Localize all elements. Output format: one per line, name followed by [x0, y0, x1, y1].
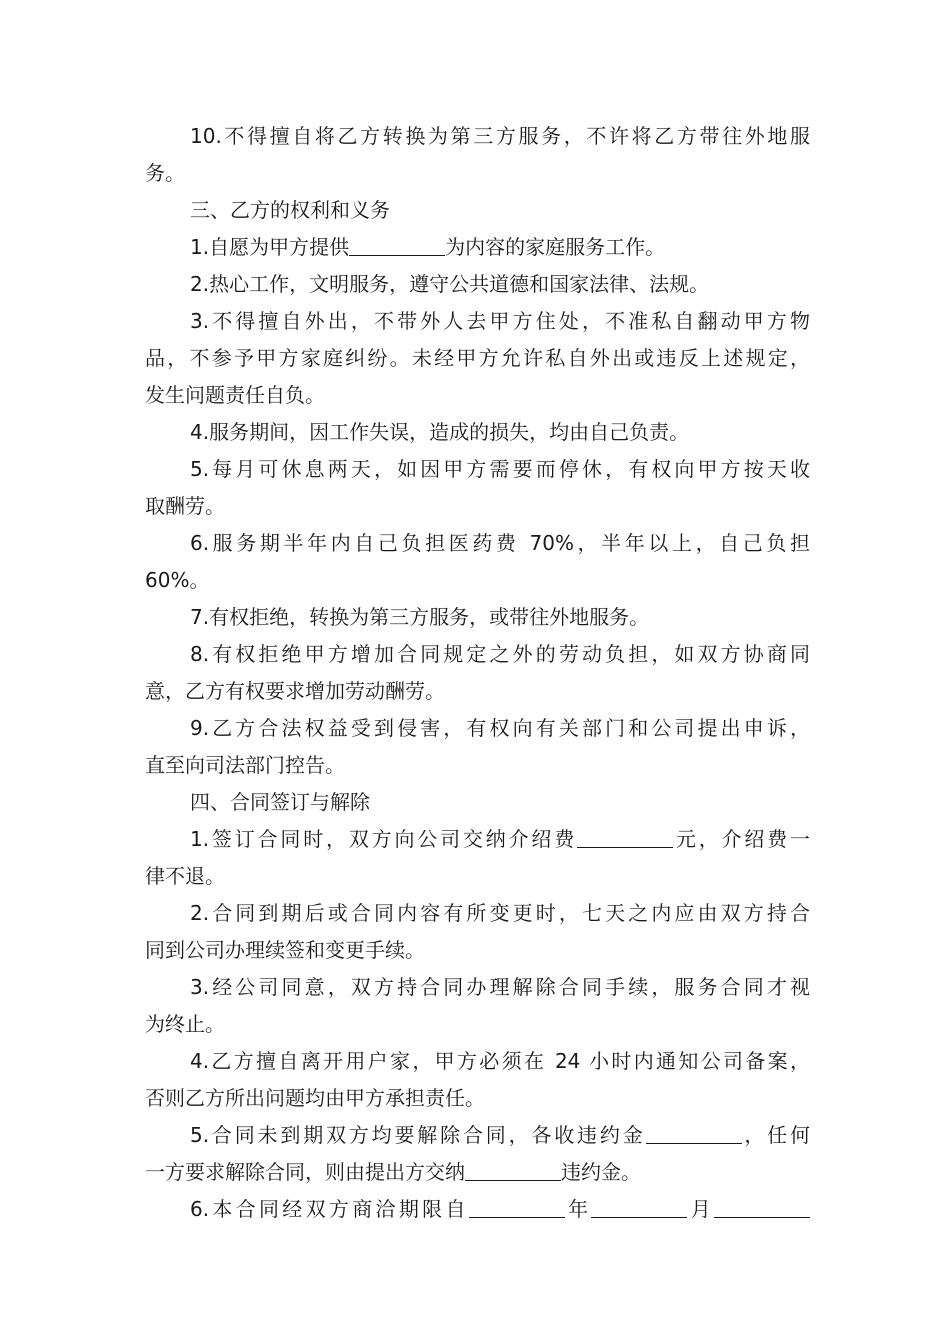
- line-text: 意，乙方有权要求增加劳动酬劳。: [145, 679, 445, 703]
- document-line: [145, 229, 810, 266]
- document-line: [145, 192, 810, 229]
- fill-in-blank: [349, 233, 445, 256]
- line-text: 为内容的家庭服务工作。: [445, 235, 666, 259]
- document-line: [145, 1154, 810, 1191]
- line-text: 违约金。: [561, 1160, 641, 1184]
- line-text: 务。: [145, 161, 185, 185]
- line-text: 2.合同到期后或合同内容有所变更时，七天之内应由双方持合: [190, 901, 810, 925]
- line-text: 直至向司法部门控告。: [145, 753, 345, 777]
- line-text: 4.乙方擅自离开用户家，甲方必须在 24 小时内通知公司备案，: [190, 1049, 810, 1073]
- line-text: 1.签订合同时，双方向公司交纳介绍费: [190, 827, 578, 851]
- line-text: 6.本合同经双方商洽期限自: [190, 1197, 469, 1221]
- line-text: 一方要求解除合同，则由提出方交纳: [145, 1160, 465, 1184]
- fill-in-blank: [714, 1195, 810, 1218]
- document-line: [145, 525, 810, 562]
- line-text: 律不退。: [145, 864, 225, 888]
- line-text: 60%。: [145, 568, 210, 592]
- line-text: 三、乙方的权利和义务: [190, 198, 390, 222]
- line-text: 四、合同签订与解除: [190, 790, 370, 814]
- document-line: [145, 303, 810, 340]
- fill-in-blank: [591, 1195, 687, 1218]
- fill-in-blank: [577, 825, 673, 848]
- document-line: [145, 858, 810, 895]
- document-line: [145, 636, 810, 673]
- document-line: [145, 673, 810, 710]
- line-text: 8.有权拒绝甲方增加合同规定之外的劳动负担，如双方协商同: [190, 642, 810, 666]
- document-line: [145, 377, 810, 414]
- document-line: [145, 599, 810, 636]
- line-text: 同到公司办理续签和变更手续。: [145, 938, 425, 962]
- line-text: 品，不参予甲方家庭纠纷。未经甲方允许私自外出或违反上述规定，: [145, 346, 810, 370]
- document-line: [145, 784, 810, 821]
- line-text: 年: [564, 1197, 592, 1221]
- document-line: [145, 414, 810, 451]
- line-text: 4.服务期间，因工作失误，造成的损失，均由自己负责。: [190, 420, 690, 444]
- line-text: 5.合同未到期双方均要解除合同，各收违约金: [190, 1123, 646, 1147]
- document-line: [145, 1080, 810, 1117]
- document-line: [145, 895, 810, 932]
- line-text: 10.不得擅自将乙方转换为第三方服务，不许将乙方带往外地服: [190, 124, 810, 148]
- document-line: [145, 821, 810, 858]
- line-text: 1.自愿为甲方提供: [190, 235, 350, 259]
- line-text: 取酬劳。: [145, 494, 225, 518]
- document-line: [145, 266, 810, 303]
- line-text: 6.服务期半年内自己负担医药费 70%，半年以上，自己负担: [190, 531, 810, 555]
- line-text: 5.每月可休息两天，如因甲方需要而停休，有权向甲方按天收: [190, 457, 810, 481]
- document-line: [145, 1006, 810, 1043]
- document-line: [145, 932, 810, 969]
- document-line: [145, 969, 810, 1006]
- document-line: [145, 488, 810, 525]
- line-text: 2.热心工作，文明服务，遵守公共道德和国家法律、法规。: [190, 272, 710, 296]
- line-text: ，任何: [741, 1123, 810, 1147]
- line-text: 否则乙方所出问题均由甲方承担责任。: [145, 1086, 485, 1110]
- document-line: [145, 1191, 810, 1228]
- line-text: 为终止。: [145, 1012, 225, 1036]
- document-line: [145, 1043, 810, 1080]
- document-body: [145, 118, 810, 1228]
- line-text: 月: [687, 1197, 715, 1221]
- document-line: [145, 118, 810, 155]
- document-line: [145, 747, 810, 784]
- document-line: [145, 1117, 810, 1154]
- line-text: 3.不得擅自外出，不带外人去甲方住处，不准私自翻动甲方物: [190, 309, 810, 333]
- fill-in-blank: [465, 1158, 561, 1181]
- line-text: 7.有权拒绝，转换为第三方服务，或带往外地服务。: [190, 605, 650, 629]
- fill-in-blank: [646, 1121, 742, 1144]
- fill-in-blank: [469, 1195, 565, 1218]
- document-line: [145, 562, 810, 599]
- document-line: [145, 340, 810, 377]
- line-text: 元，介绍费一: [673, 827, 810, 851]
- line-text: 发生问题责任自负。: [145, 383, 325, 407]
- document-line: [145, 155, 810, 192]
- line-text: 3.经公司同意，双方持合同办理解除合同手续，服务合同才视: [190, 975, 810, 999]
- document-line: [145, 710, 810, 747]
- document-line: [145, 451, 810, 488]
- line-text: 9.乙方合法权益受到侵害，有权向有关部门和公司提出申诉，: [190, 716, 810, 740]
